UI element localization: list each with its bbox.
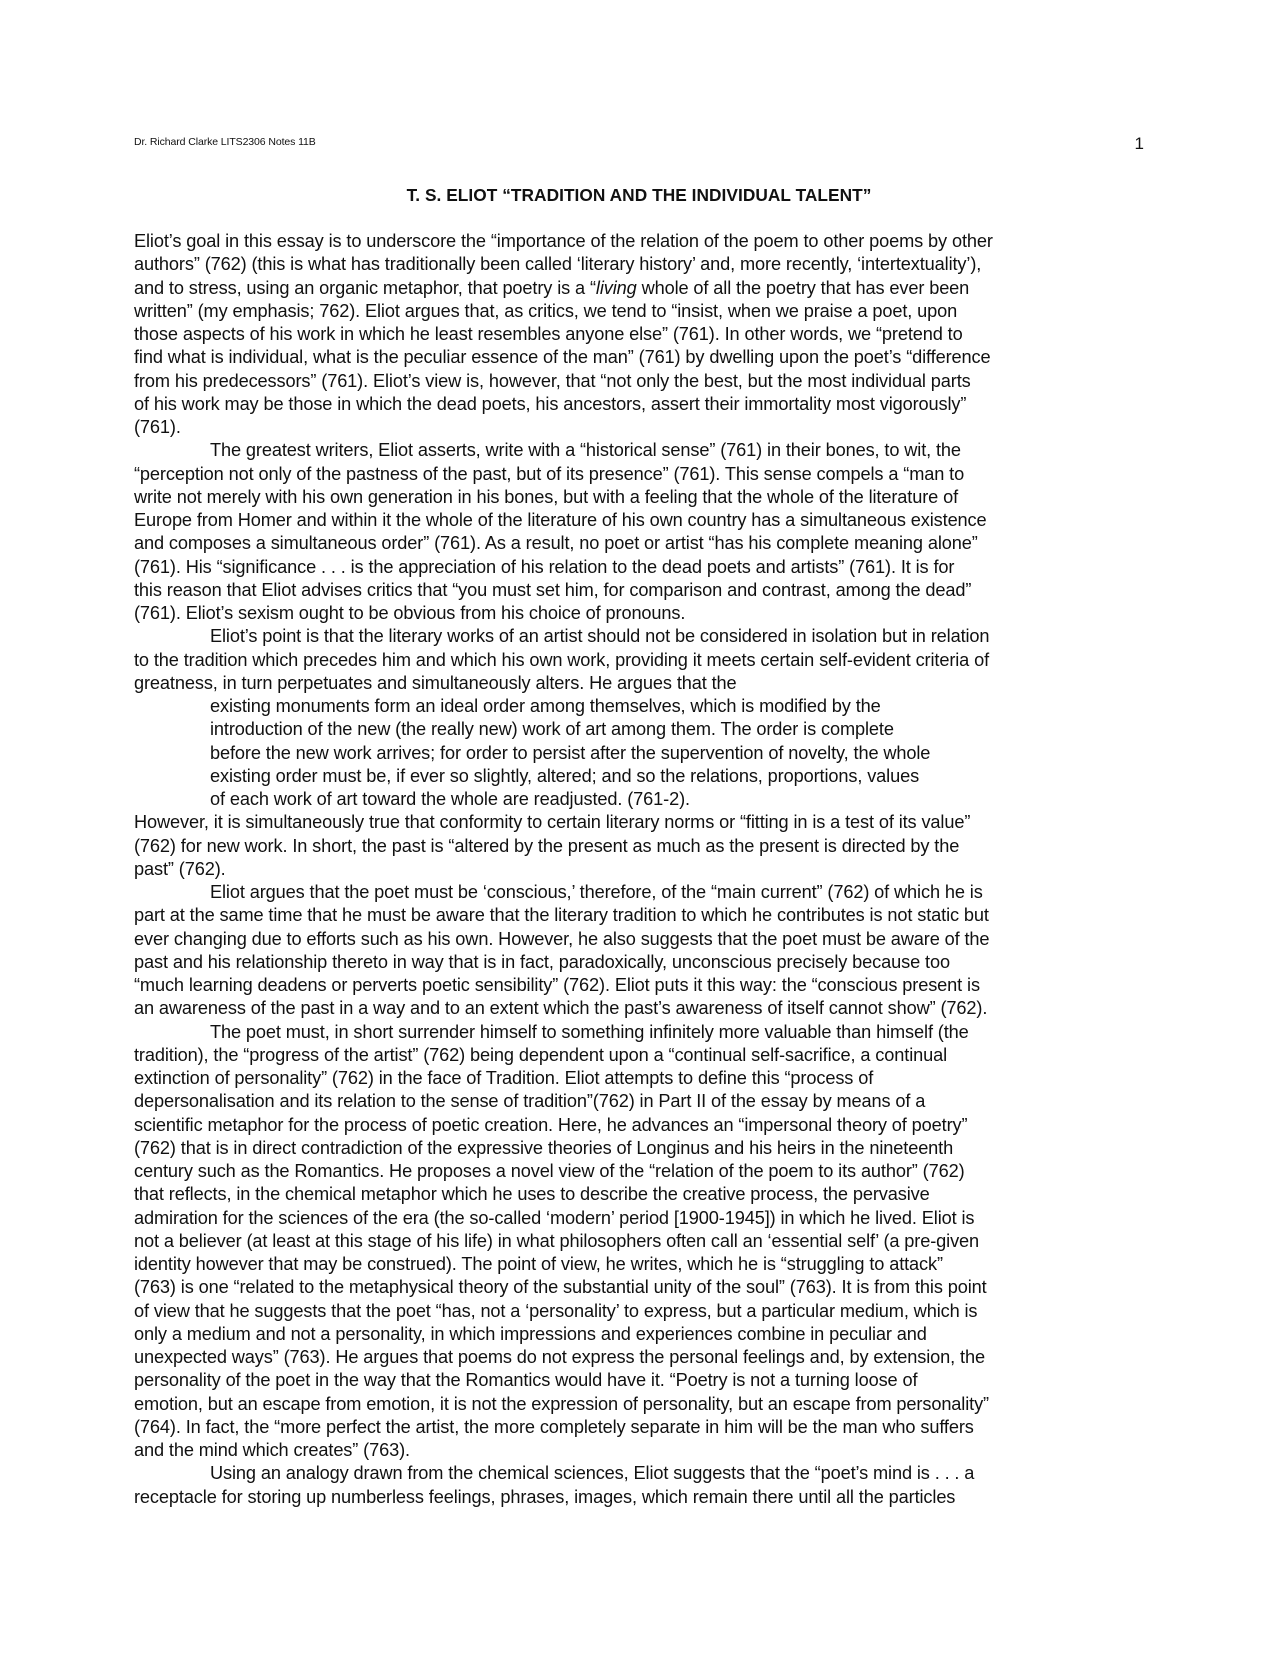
line-text: personality of the poet in the way that the Romantics would have it. “Poetry is not a turning loose of [134,1370,918,1391]
line-text: this reason that Eliot advises critics that “you must set him, for comparison and contrast, among the dead” [134,579,972,600]
body-text-line [134,1462,1144,1485]
line-text: However, it is simultaneously true that conformity to certain literary norms or “fitting in is a test of its value” [134,812,971,833]
body-text-line [134,323,1144,346]
line-text: identity however that may be construed). The point of view, he writes, which he is “struggling to attack” [134,1254,943,1274]
body-text-line [134,1393,1144,1416]
line-text: part at the same time that he must be aware that the literary tradition to which he contributes is not static but [134,905,989,926]
line-text: Eliot’s point is that the literary works of an artist should not be considered in isolation but in relation [210,626,990,647]
block-quote-line [134,788,1144,811]
body-text-line [134,416,1144,439]
body-text-line [134,509,1144,532]
line-text: and to stress, using an organic metaphor, that poetry is a “ [134,277,596,298]
line-text: Eliot’s goal in this essay is to underscore the “importance of the relation of the poem to other poems by other [134,231,993,251]
body-text-line [134,649,1144,672]
body-text-line [134,277,1144,300]
line-text: century such as the Romantics. He proposes a novel view of the “relation of the poem to its author” (762) [134,1161,965,1181]
body-text-line [134,532,1144,555]
body-text-line [134,300,1144,323]
body-text-line [134,1044,1144,1067]
body-text-line [134,625,1144,648]
body-text-line [134,1114,1144,1137]
body-text-line [134,1021,1144,1044]
body-text-line [134,1323,1144,1346]
body-text-line [134,1090,1144,1113]
line-text: Eliot argues that the poet must be ‘conscious,’ therefore, of the “main current” (762) of which he is [210,882,983,902]
body-text-line [134,811,1144,834]
line-text: write not merely with his own generation in his bones, but with a feeling that the whole of the literature of [134,486,959,507]
body-text-line [134,1439,1144,1462]
line-text: an awareness of the past in a way and to an extent which the past’s awareness of itself cannot show” (762). [134,998,988,1019]
body-text-line [134,439,1144,462]
line-text: emotion, but an escape from emotion, it is not the expression of personality, but an escape from personality” [134,1393,989,1414]
line-text: find what is individual, what is the peculiar essence of the man” (761) by dwelling upon the poet’s “difference [134,347,991,368]
body-text-line [134,463,1144,486]
line-text: Using an analogy drawn from the chemical sciences, Eliot suggests that the “poet’s mind is . . . a [210,1463,975,1484]
line-text: existing monuments form an ideal order among themselves, which is modified by the [210,696,881,716]
body-text-line [134,602,1144,625]
line-text: introduction of the new (the really new) work of art among them. The order is complete [210,719,894,740]
line-text: before the new work arrives; for order to persist after the supervention of novelty, the whole [210,742,931,763]
body-text-line [134,997,1144,1020]
line-text: not a believer (at least at this stage of his life) in what philosophers often call an ‘essential self’ (a pre-given [134,1230,980,1251]
block-quote-line [134,765,1144,788]
body-text-line [134,230,1144,253]
body-text-line [134,1369,1144,1392]
line-text: and composes a simultaneous order” (761). As a result, no poet or artist “has his complete meaning alone” [134,533,978,554]
body-text-line [134,672,1144,695]
body-text-line [134,1137,1144,1160]
line-text: of each work of art toward the whole are readjusted. (761-2). [210,789,690,809]
body-text-line [134,904,1144,927]
body-text-line [134,835,1144,858]
body-text-line [134,556,1144,579]
page-number: 1 [1134,134,1144,153]
block-quote-line [134,742,1144,765]
line-text: “perception not only of the pastness of the past, but of its presence” (761). This sense compels a “man to [134,463,965,484]
line-text: greatness, in turn perpetuates and simultaneously alters. He argues that the [134,672,737,693]
body-text-line [134,1300,1144,1323]
line-text: (762) that is in direct contradiction of the expressive theories of Longinus and his heirs in the nineteenth [134,1137,954,1158]
block-quote-line [134,695,1144,718]
line-text: whole of all the poetry that has ever been [636,277,970,298]
line-text: scientific metaphor for the process of poetic creation. Here, he advances an “impersonal theory of poetry” [134,1114,968,1135]
body-text-line [134,393,1144,416]
line-text: “much learning deadens or perverts poetic sensibility” (762). Eliot puts it this way: the “conscious present is [134,975,980,995]
line-text: and the mind which creates” (763). [134,1440,410,1460]
body-text-line [134,1183,1144,1206]
line-text: The greatest writers, Eliot asserts, write with a “historical sense” (761) in their bones, to wit, the [210,440,961,461]
line-text: of his work may be those in which the dead poets, his ancestors, assert their immortality most vigorously” [134,393,967,414]
essay-title: T. S. ELIOT “TRADITION AND THE INDIVIDUAL TALENT” [406,185,872,205]
body-text-line [134,253,1144,276]
body-text-line [134,1253,1144,1276]
line-text: existing order must be, if ever so slightly, altered; and so the relations, proportions, values [210,765,920,786]
line-text: (761). Eliot’s sexism ought to be obvious from his choice of pronouns. [134,603,686,623]
body-text-line [134,974,1144,997]
body-text-line [134,1346,1144,1369]
line-text: past and his relationship thereto in way that is in fact, paradoxically, unconscious precisely because too [134,951,950,972]
body-text-line [134,1276,1144,1299]
line-text: admiration for the sciences of the era (the so-called ‘modern’ period [1900-1945]) in which he lived. Eliot is [134,1207,975,1228]
course-note-header: Dr. Richard Clarke LITS2306 Notes 11B [134,136,316,148]
line-text: those aspects of his work in which he least resembles anyone else” (761). In other words, we “pretend to [134,324,963,344]
body-text-line [134,1230,1144,1253]
body-text-line [134,1486,1144,1509]
line-text: (761). His “significance . . . is the appreciation of his relation to the dead poets and artists” (761). It is for [134,556,955,577]
emphasis-text: living [595,277,637,298]
body-text-line [134,370,1144,393]
block-quote-line [134,718,1144,741]
line-text: (764). In fact, the “more perfect the artist, the more completely separate in him will be the man who suffers [134,1416,974,1437]
line-text: authors” (762) (this is what has traditionally been called ‘literary history’ and, more recently, ‘intertextuality’), [134,254,982,275]
body-text-line [134,881,1144,904]
line-text: from his predecessors” (761). Eliot’s view is, however, that “not only the best, but the most individual parts [134,370,971,391]
line-text: written” (my emphasis; 762). Eliot argues that, as critics, we tend to “insist, when we praise a poet, upon [134,300,958,321]
line-text: only a medium and not a personality, in which impressions and experiences combine in peculiar and [134,1323,927,1344]
body-text-line [134,579,1144,602]
line-text: tradition), the “progress of the artist” (762) being dependent upon a “continual self-sacrifice, a continual [134,1044,948,1065]
line-text: unexpected ways” (763). He argues that poems do not express the personal feelings and, by extension, the [134,1347,985,1367]
line-text: Europe from Homer and within it the whole of the literature of his own country has a simultaneous existence [134,510,987,530]
line-text: extinction of personality” (762) in the face of Tradition. Eliot attempts to define this “process of [134,1068,874,1088]
line-text: (762) for new work. In short, the past is “altered by the present as much as the present is directed by the [134,835,960,856]
line-text: (761). [134,417,181,437]
body-text-line [134,1207,1144,1230]
body-text-line [134,1416,1144,1439]
line-text: The poet must, in short surrender himself to something infinitely more valuable than himself (the [210,1021,969,1042]
body-text-line [134,346,1144,369]
line-text: that reflects, in the chemical metaphor which he uses to describe the creative process, the pervasive [134,1184,930,1205]
line-text: depersonalisation and its relation to the sense of tradition”(762) in Part II of the essay by means of a [134,1091,926,1112]
body-text-line [134,951,1144,974]
body-text-line [134,928,1144,951]
line-text: past” (762). [134,858,226,879]
body-text-line [134,1160,1144,1183]
body-text-line [134,1067,1144,1090]
line-text: (763) is one “related to the metaphysical theory of the substantial unity of the soul” (763). It is from this point [134,1277,987,1298]
page-header [134,134,1144,158]
line-text: of view that he suggests that the poet “has, not a ‘personality’ to express, but a particular medium, which is [134,1300,978,1321]
essay-body [134,230,1144,1509]
line-text: receptacle for storing up numberless feelings, phrases, images, which remain there until all the particles [134,1486,956,1507]
line-text: ever changing due to efforts such as his own. However, he also suggests that the poet must be aware of the [134,928,990,949]
body-text-line [134,486,1144,509]
line-text: to the tradition which precedes him and which his own work, providing it meets certain self-evident criteria of [134,649,990,670]
body-text-line [134,858,1144,881]
